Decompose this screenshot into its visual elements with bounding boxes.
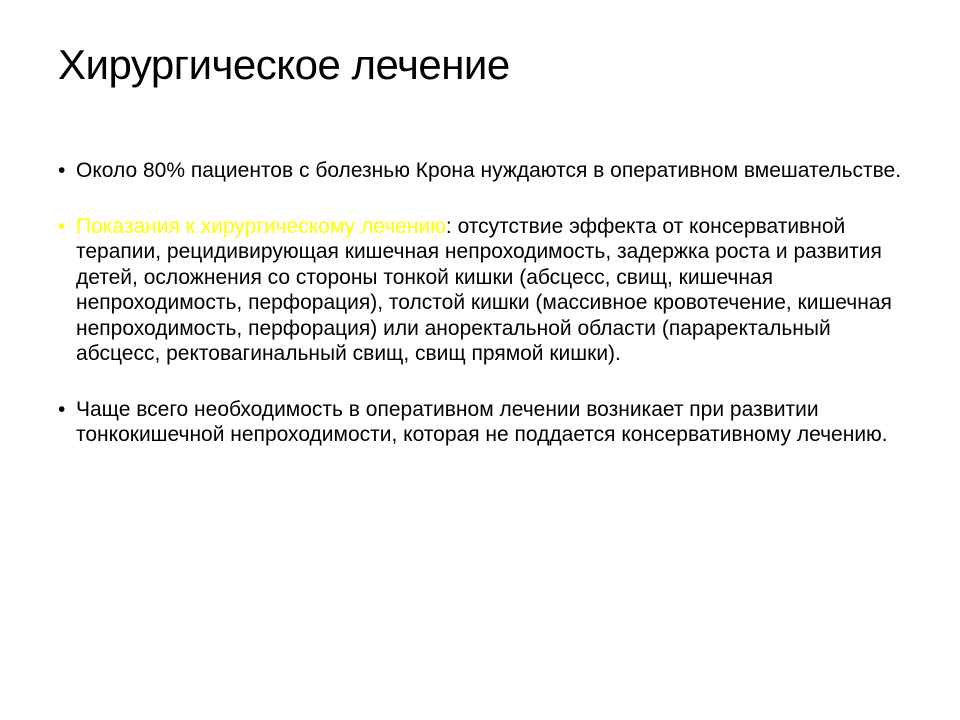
bullet-text: Чаще всего необходимость в оперативном лечении возникает при развитии тонкокишечной непроходимости, которая не поддается консервативному лечению. xyxy=(76,397,888,446)
bullet-marker: • xyxy=(58,214,66,238)
bullet-item-indications xyxy=(58,214,908,367)
indications-heading: Показания к хирургическому лечению xyxy=(76,214,446,238)
bullet-text: : отсутствие эффекта от консервативной терапии, рецидивирующая кишечная непроходимость, задержка роста и развития детей, осложнения со стороны тонкой кишки (абсцесс, свищ, кишечная непроходимость, перфорация), толстой кишки (массивное кровотечение, кишечная непроходимость, перфорация) или аноректальной области (параректальный абсцесс, ректовагинальный свищ, свищ прямой кишки). xyxy=(76,214,892,365)
bullet-item-obstruction xyxy=(58,397,908,448)
slide-title: Хирургическое лечение xyxy=(58,41,510,88)
bullet-text: Около 80% пациентов с болезнью Крона нуждаются в оперативном вмешательстве. xyxy=(76,159,902,182)
bullet-item-surgery-need xyxy=(58,158,908,184)
bullet-marker: • xyxy=(58,159,66,182)
bullet-marker: • xyxy=(58,397,66,421)
bullet-list xyxy=(58,158,908,448)
